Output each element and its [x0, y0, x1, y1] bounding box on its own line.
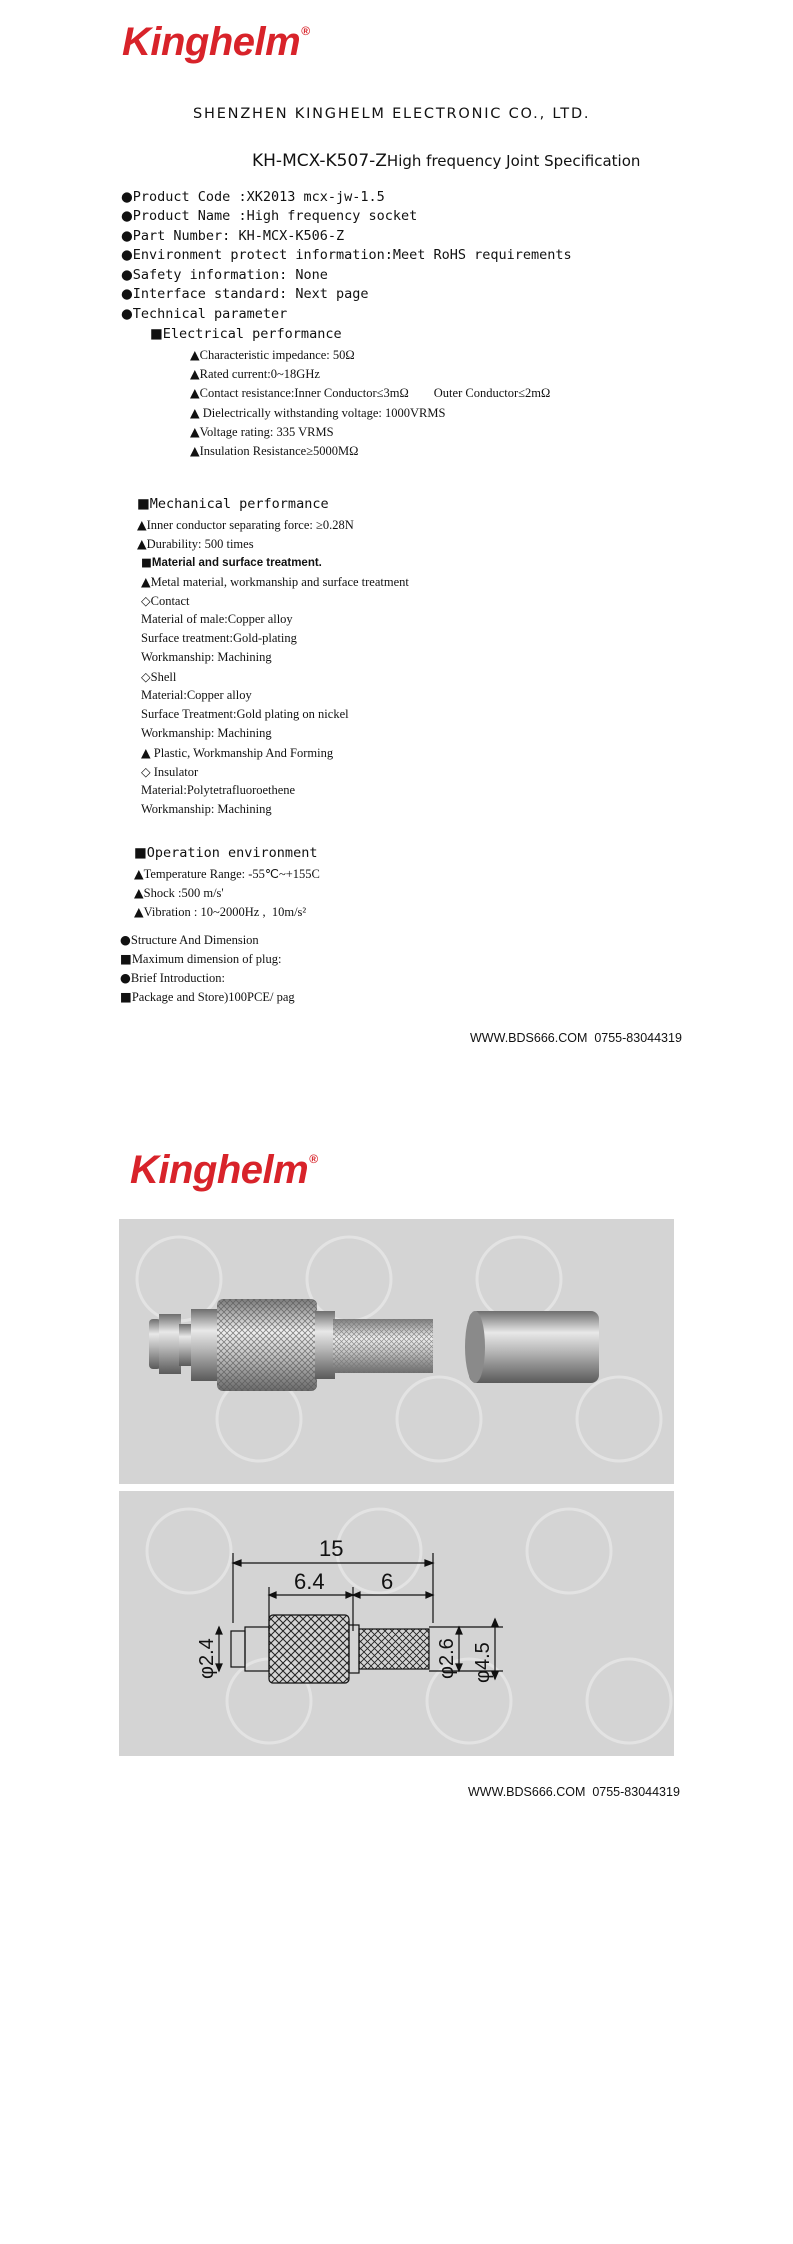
- dim-a: 6.4: [294, 1569, 325, 1594]
- dim-dia-mid: φ2.6: [436, 1638, 458, 1679]
- page1-footer: WWW.BDS666.COM 0755-83044319: [470, 1031, 682, 1045]
- spec-title: [252, 151, 640, 171]
- logo-registered-mark: ®: [301, 24, 310, 38]
- mechanical-item: Workmanship: Machining: [141, 650, 272, 664]
- mechanical-item: ▲ Plastic, Workmanship And Forming: [141, 745, 334, 760]
- electrical-item: ▲ Dielectrically withstanding voltage: 1000VRMS: [190, 405, 446, 420]
- mechanical-item: Surface Treatment:Gold plating on nickel: [141, 707, 349, 721]
- mechanical-item: ◇ Insulator: [141, 764, 199, 779]
- mechanical-item: Material:Polytetrafluoroethene: [141, 783, 296, 797]
- mechanical-item: Surface treatment:Gold-plating: [141, 631, 297, 645]
- electrical-item: ▲Voltage rating: 335 VRMS: [190, 424, 334, 439]
- electrical-heading: ■Electrical performance: [150, 326, 342, 342]
- logo-text: Kinghelm: [130, 1148, 309, 1192]
- connector-photo-graphic: [119, 1219, 674, 1484]
- electrical-item: ▲Insulation Resistance≥5000MΩ: [190, 443, 359, 458]
- tail-item: ■Maximum dimension of plug:: [120, 951, 282, 966]
- dim-b: 6: [381, 1569, 394, 1594]
- tail-item: ●Structure And Dimension: [120, 932, 259, 947]
- mechanical-item: ◇Shell: [141, 669, 177, 684]
- connector-photo: [119, 1219, 674, 1484]
- dim-overall-length: 15: [319, 1536, 344, 1561]
- page2-footer: WWW.BDS666.COM 0755-83044319: [468, 1785, 680, 1799]
- info-part-number: ●Part Number: KH-MCX-K506-Z: [121, 228, 345, 244]
- info-interface-standard: ●Interface standard: Next page: [121, 286, 369, 302]
- info-product-code: ●Product Code :XK2013 mcx-jw-1.5: [121, 189, 385, 205]
- mechanical-item: ▲Metal material, workmanship and surface treatment: [141, 574, 409, 589]
- electrical-item: ▲Contact resistance:Inner Conductor≤3mΩ Outer Conductor≤2mΩ: [190, 385, 551, 400]
- spec-model: KH-MCX-K507-Z: [252, 151, 387, 171]
- dim-dia-left: φ2.4: [196, 1638, 218, 1679]
- tail-item: ■Package and Store)100PCE/ pag: [120, 989, 295, 1004]
- info-technical-parameter: ●Technical parameter: [121, 306, 288, 322]
- logo-text: Kinghelm: [122, 20, 301, 64]
- mechanical-item: Material:Copper alloy: [141, 688, 252, 702]
- mechanical-item: ▲Inner conductor separating force: ≥0.28N: [137, 517, 354, 532]
- company-name: SHENZHEN KINGHELM ELECTRONIC CO., LTD.: [193, 106, 591, 122]
- mechanical-item: ◇Contact: [141, 593, 190, 608]
- operation-item: ▲Shock :500 m/s': [134, 885, 224, 900]
- mechanical-item: Material of male:Copper alloy: [141, 612, 293, 626]
- logo-registered-mark: ®: [309, 1152, 318, 1166]
- spec-suffix: High frequency Joint Specification: [386, 152, 641, 170]
- info-product-name: ●Product Name :High frequency socket: [121, 208, 418, 224]
- kinghelm-logo-page2: [130, 1148, 318, 1193]
- electrical-item: ▲Rated current:0~18GHz: [190, 366, 320, 381]
- operation-item: ▲Temperature Range: -55℃~+155C: [134, 866, 320, 881]
- mechanical-heading: ■Mechanical performance: [137, 496, 329, 512]
- dimension-drawing-icon: [119, 1491, 674, 1756]
- info-safety: ●Safety information: None: [121, 267, 328, 283]
- electrical-item: ▲Characteristic impedance: 50Ω: [190, 347, 355, 362]
- dim-dia-right: φ4.5: [472, 1642, 494, 1683]
- dimension-drawing: [119, 1491, 674, 1756]
- tail-item: ●Brief Introduction:: [120, 970, 225, 985]
- mechanical-item: Workmanship: Machining: [141, 726, 272, 740]
- info-environment: ●Environment protect information:Meet RoHS requirements: [121, 247, 572, 263]
- mechanical-item: Workmanship: Machining: [141, 802, 272, 816]
- operation-item: ▲Vibration : 10~2000Hz , 10m/s²: [134, 904, 307, 919]
- mechanical-item: ■Material and surface treatment.: [141, 555, 322, 569]
- kinghelm-logo: [122, 20, 310, 65]
- operation-heading: ■Operation environment: [134, 845, 318, 861]
- mechanical-item: ▲Durability: 500 times: [137, 536, 254, 551]
